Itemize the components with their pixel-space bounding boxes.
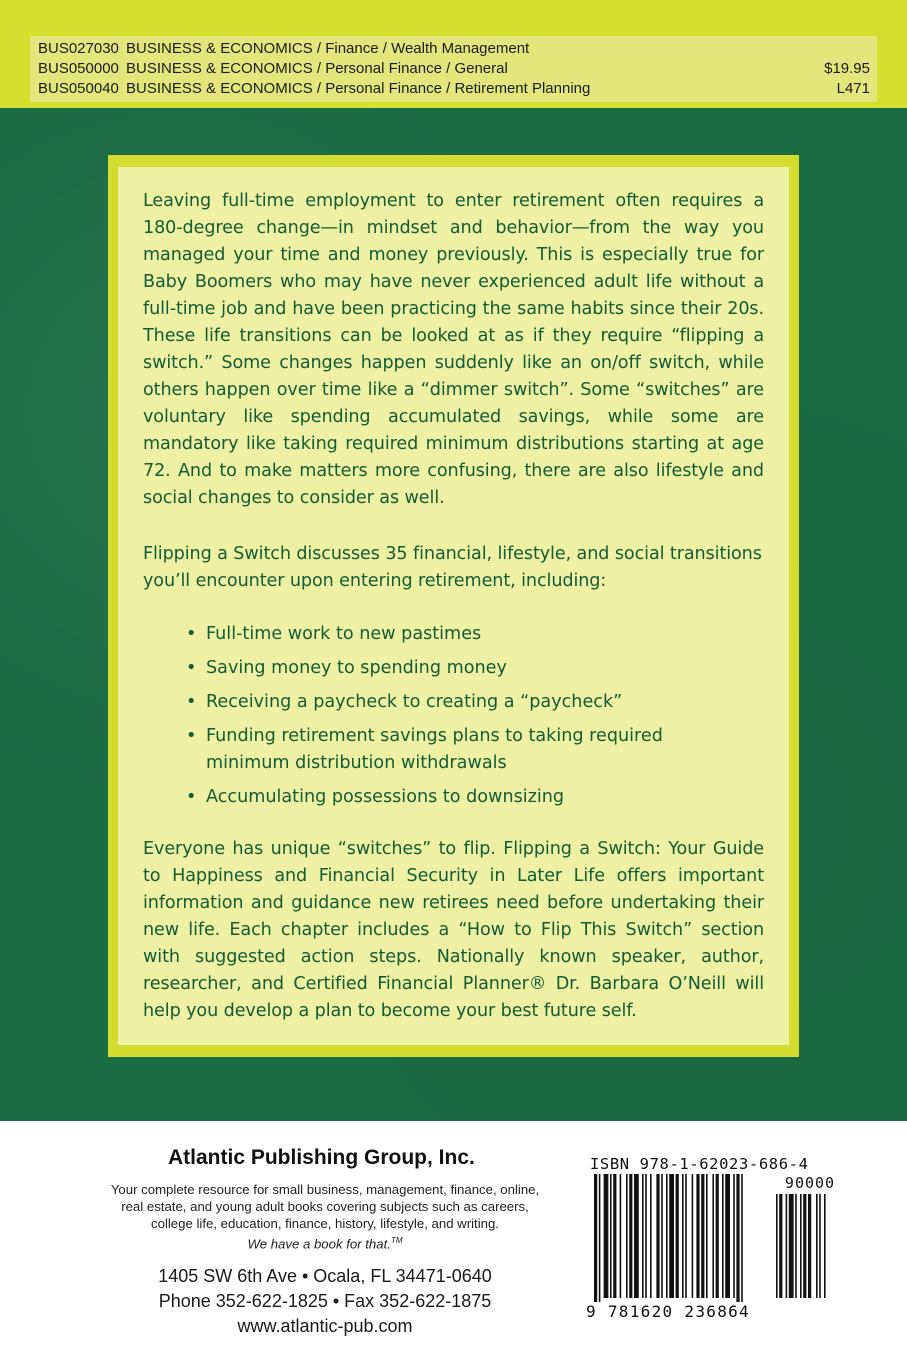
addon-bar: [816, 1194, 818, 1298]
addon-bar: [789, 1194, 794, 1298]
barcode-bar: [610, 1174, 612, 1298]
publisher-description: Your complete resource for small business, management, finance, online, real estate, and young adult books covering subjects such as careers, college life, education, finance, history, lifestyle, and writing.: [110, 1182, 540, 1231]
barcode-bar: [604, 1174, 609, 1298]
barcode-bar: [626, 1174, 628, 1298]
ean-digits: 9 781620 236864: [586, 1302, 848, 1321]
category-code: BUS050040: [38, 80, 119, 97]
barcode-bar: [650, 1174, 652, 1298]
barcode-bar: [656, 1174, 659, 1298]
barcode-bar: [716, 1174, 719, 1298]
barcode-icon: [594, 1174, 848, 1306]
category-row: [38, 40, 870, 60]
category-label: BUSINESS & ECONOMICS / Personal Finance / General: [126, 60, 508, 77]
barcode-bar: [733, 1174, 735, 1298]
publisher-name: Atlantic Publishing Group, Inc.: [168, 1146, 475, 1169]
barcode-bar: [666, 1174, 668, 1298]
bullet-icon: •: [186, 624, 197, 644]
isbn-label: ISBN 978-1-62023-686-4: [590, 1155, 809, 1173]
addon-bar: [776, 1194, 778, 1298]
barcode-bar: [682, 1174, 684, 1298]
trademark-mark: TM: [390, 1236, 403, 1245]
barcode-bar: [706, 1174, 708, 1298]
publisher-tagline-line: [110, 1232, 540, 1252]
list-item-text: Full-time work to new pastimes: [206, 624, 482, 644]
addon-bar: [803, 1194, 806, 1298]
list-item: [186, 689, 746, 716]
category-code: BUS027030: [38, 40, 119, 57]
publisher-tagline: We have a book for that.: [247, 1236, 391, 1252]
barcode-bar: [696, 1174, 699, 1298]
barcode-bar: [661, 1174, 663, 1298]
product-code: L471: [836, 80, 870, 97]
barcode-bar: [613, 1174, 616, 1298]
addon-bar: [800, 1194, 802, 1298]
addon-bar: [808, 1194, 811, 1298]
category-label: BUSINESS & ECONOMICS / Finance / Wealth Management: [126, 40, 530, 57]
barcode-bar: [685, 1174, 687, 1298]
barcode-bar: [629, 1174, 632, 1298]
publisher-address: 1405 SW 6th Ave • Ocala, FL 34471-0640: [158, 1266, 492, 1286]
barcode-bar: [676, 1174, 679, 1298]
blurb-paragraph-1: Leaving full-time employment to enter retirement often requires a 180-degree change—in mindset and behavior—from the way you managed your time and money previously. This is especially true for Baby Boomers who may have never experienced adult life without a full-time job and have been practicing the same habits since their 20s. These life transitions can be looked at as if they require “flipping a switch.” Some changes happen suddenly like an on/off switch, while others happen over time like a “dimmer switch”. Some “switches” are voluntary like spending accumulated savings, while some are mandatory like taking required minimum distributions starting at age 72. And to make matters more confusing, there are also lifestyle and social changes to consider as well.: [143, 191, 764, 508]
list-item: [186, 655, 746, 682]
barcode-bar: [645, 1174, 647, 1298]
addon-bar: [779, 1194, 782, 1298]
barcode-bar: [736, 1174, 739, 1304]
category-row: [38, 80, 870, 100]
barcode-bar: [634, 1174, 639, 1298]
category-label: BUSINESS & ECONOMICS / Personal Finance / Retirement Planning: [126, 80, 591, 97]
barcode-bar: [692, 1174, 694, 1298]
list-item-text: Saving money to spending money: [206, 658, 507, 678]
barcode-bar: [722, 1174, 724, 1298]
bullet-icon: •: [186, 726, 197, 746]
blurb-paragraph-2: Flipping a Switch discusses 35 financial, lifestyle, and social transitions you’ll encounter upon entering retirement, including:: [143, 544, 762, 591]
addon-bar: [786, 1194, 788, 1298]
list-item-text: Accumulating possessions to downsizing: [206, 787, 565, 807]
publisher-phones: Phone 352-622-1825 • Fax 352-622-1875: [158, 1291, 492, 1311]
barcode-bar: [725, 1174, 730, 1298]
list-item-text: Funding retirement savings plans to taking required minimum distribution withdrawals: [206, 726, 663, 773]
list-item: [186, 723, 746, 777]
addon-bar: [819, 1194, 821, 1298]
list-item: [186, 621, 746, 648]
transition-list: [186, 621, 746, 818]
bullet-icon: •: [186, 692, 197, 712]
addon-bar: [795, 1194, 797, 1298]
publisher-website[interactable]: www.atlantic-pub.com: [237, 1316, 413, 1336]
addon-bar: [824, 1194, 826, 1298]
barcode-bar: [712, 1174, 714, 1298]
list-item: [186, 784, 746, 811]
barcode-bar: [741, 1174, 743, 1304]
price: $19.95: [824, 60, 870, 77]
category-code: BUS050000: [38, 60, 119, 77]
barcode-bar: [701, 1174, 704, 1298]
barcode-bar: [620, 1174, 622, 1298]
barcode-bar: [669, 1174, 674, 1298]
bullet-icon: •: [186, 658, 197, 678]
barcode-bar: [642, 1174, 644, 1298]
barcode-bar: [594, 1174, 597, 1304]
publisher-description-block: [110, 1181, 540, 1252]
list-item-text: Receiving a paycheck to creating a “paycheck”: [206, 692, 623, 712]
category-row: [38, 60, 870, 80]
barcode-addon: 90000: [773, 1174, 847, 1192]
barcode-bar: [599, 1174, 601, 1304]
bullet-icon: •: [186, 787, 197, 807]
blurb-paragraph-3: Everyone has unique “switches” to flip. Flipping a Switch: Your Guide to Happiness and Financial Security in Later Life offers important information and guidance new retirees need before undertaking their new life. Each chapter includes a “How to Flip This Switch” section with suggested action steps. Nationally known speaker, author, researcher, and Certified Financial Planner® Dr. Barbara O’Neill will help you develop a plan to become your best future self.: [143, 839, 764, 1021]
